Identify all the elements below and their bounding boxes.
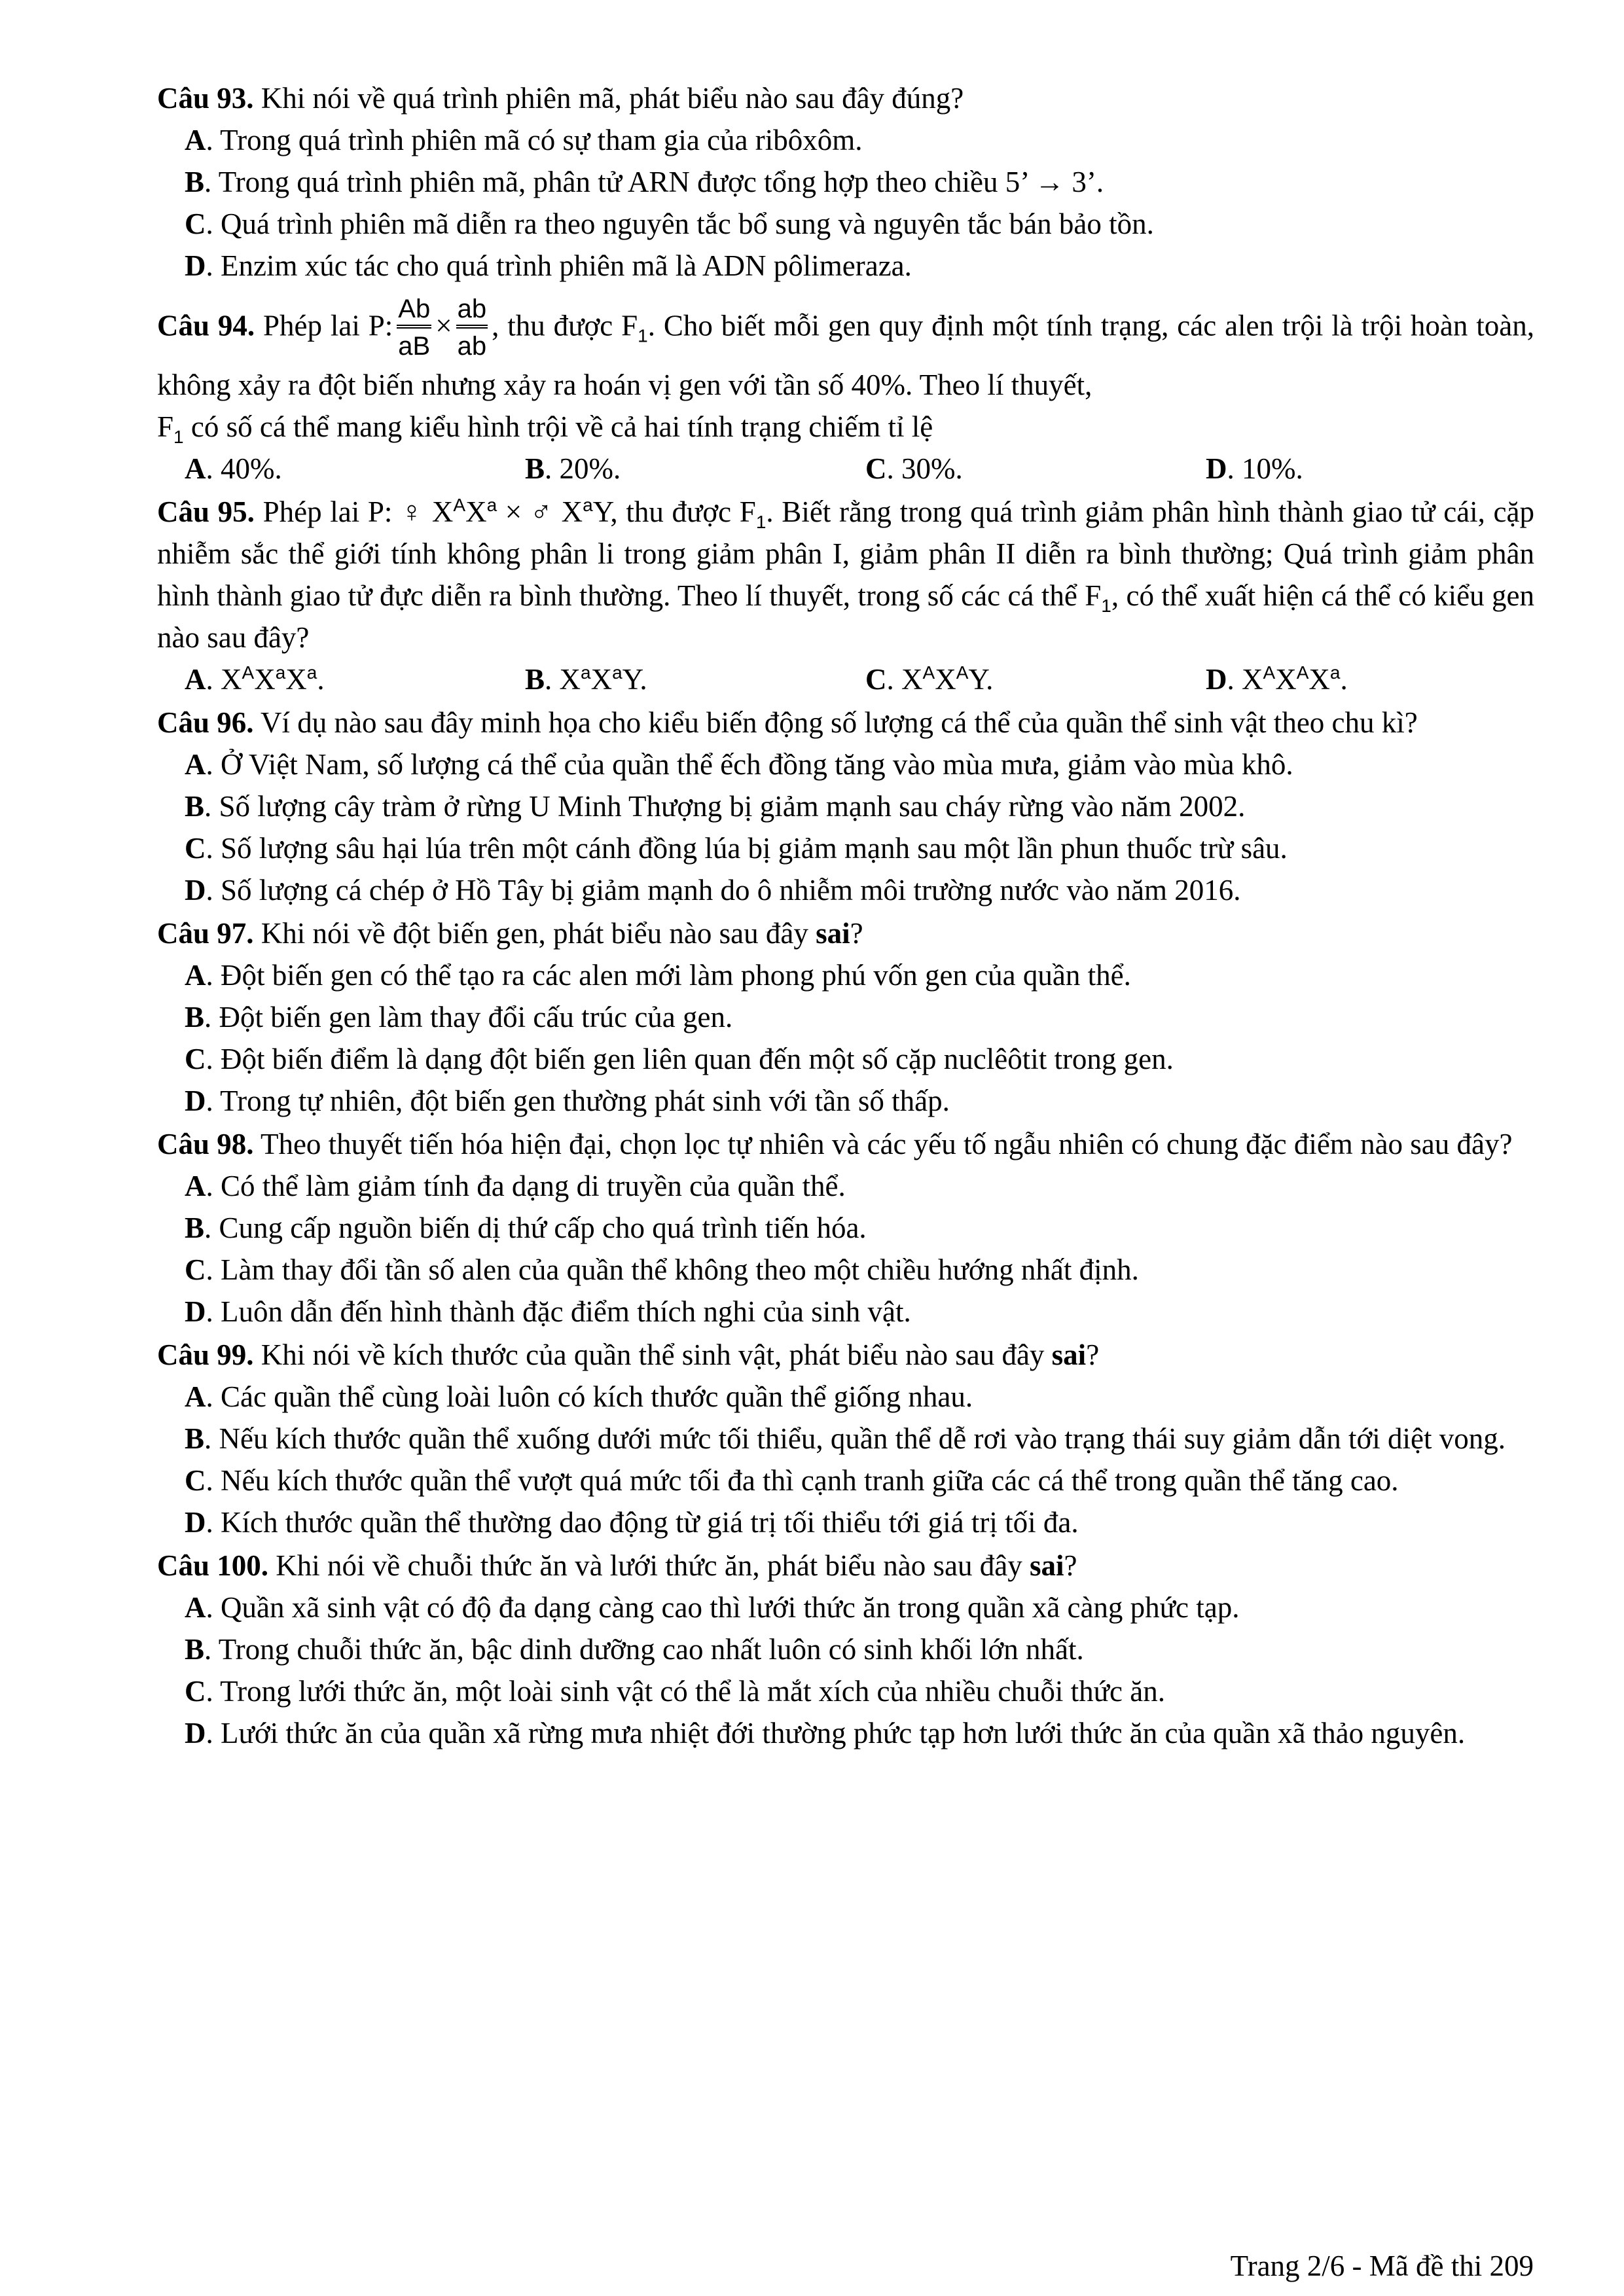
- question-98: [157, 1123, 1534, 1333]
- question-number: Câu 98.: [157, 1128, 254, 1160]
- option-text: . Trong lưới thức ăn, một loài sinh vật có thể là mắt xích của nhiều chuỗi thức ăn.: [206, 1675, 1165, 1708]
- question-stem: [157, 77, 1534, 119]
- option-b: [157, 1628, 1534, 1670]
- question-text: ?: [1064, 1549, 1077, 1582]
- exam-page: [157, 77, 1534, 1755]
- option-c: [157, 203, 1534, 245]
- question-number: Câu 94.: [157, 309, 255, 342]
- genotype-x: X: [221, 663, 242, 696]
- genotype-fraction: [397, 293, 431, 364]
- option-c: [865, 448, 1206, 490]
- question-number: Câu 100.: [157, 1549, 269, 1582]
- fraction-denominator: aB: [398, 332, 431, 361]
- genotype-part: X: [935, 663, 956, 696]
- option-letter: B: [185, 1633, 205, 1666]
- option-text: . 10%.: [1227, 452, 1303, 485]
- option-text: . Số lượng cá chép ở Hồ Tây bị giảm mạnh do ô nhiễm môi trường nước vào năm 2016.: [206, 874, 1241, 906]
- option-text: . Trong tự nhiên, đột biến gen thường phát sinh với tần số thấp.: [206, 1085, 950, 1117]
- option-text: . Nếu kích thước quần thể xuống dưới mức tối thiểu, quần thể dễ rơi vào trạng thái suy giảm dẫn tới diệt vong.: [204, 1422, 1506, 1455]
- option-text: . Các quần thể cùng loài luôn có kích thước quần thể giống nhau.: [206, 1380, 973, 1413]
- option-letter: D: [185, 874, 206, 906]
- option-letter: A: [185, 663, 206, 696]
- question-text: Khi nói về đột biến gen, phát biểu nào sau đây: [261, 917, 816, 950]
- option-text: . Đột biến gen có thể tạo ra các alen mới làm phong phú vốn gen của quần thể.: [206, 959, 1131, 992]
- option-text: . 30%.: [886, 452, 963, 485]
- option-letter: C: [185, 1253, 206, 1286]
- subscript: 1: [173, 427, 184, 447]
- question-100: [157, 1545, 1534, 1754]
- genotype-x: X: [901, 663, 923, 696]
- question-text: Y, thu được F: [592, 495, 756, 528]
- option-text: . Đột biến gen làm thay đổi cấu trúc của gen.: [204, 1001, 733, 1033]
- question-text: ?: [850, 917, 863, 950]
- genotype-part: Y.: [968, 663, 994, 696]
- option-text: . Đột biến điểm là dạng đột biến gen liên quan đến một số cặp nuclêôtit trong gen.: [206, 1043, 1174, 1075]
- question-number: Câu 97.: [157, 917, 254, 950]
- option-letter: D: [185, 249, 206, 282]
- option-text: . Trong quá trình phiên mã có sự tham gia của ribôxôm.: [206, 124, 863, 156]
- option-text: . 40%.: [206, 452, 282, 485]
- question-text: , thu được F: [492, 309, 638, 342]
- option-text: . Ở Việt Nam, số lượng cá thể của quần thể ếch đồng tăng vào mùa mưa, giảm vào mùa khô.: [206, 748, 1293, 781]
- option-letter: C: [185, 1675, 206, 1708]
- superscript: A: [453, 495, 466, 515]
- question-text: Khi nói về quá trình phiên mã, phát biểu nào sau đây đúng?: [261, 82, 964, 115]
- option-letter: A: [185, 1380, 206, 1413]
- option-b: [157, 1418, 1534, 1460]
- option-letter: C: [185, 1043, 206, 1075]
- subscript: 1: [755, 512, 767, 532]
- option-letter: B: [185, 166, 205, 198]
- question-text: × ♂ X: [497, 495, 583, 528]
- option-c: [157, 827, 1534, 869]
- question-text: có số cá thể mang kiểu hình trội về cả hai tính trạng chiếm tỉ lệ: [183, 410, 933, 443]
- option-letter: A: [185, 748, 206, 781]
- fraction-numerator: Ab: [397, 293, 431, 329]
- genotype-part: .: [317, 663, 325, 696]
- option-d: [157, 245, 1534, 287]
- question-94: [157, 293, 1534, 490]
- question-99: [157, 1334, 1534, 1543]
- option-text: . Enzim xúc tác cho quá trình phiên mã là ADN pôlimeraza.: [206, 249, 912, 282]
- option-a: A. $X^AX^aX^a$.: [185, 662, 325, 696]
- option-c: [157, 1038, 1534, 1080]
- superscript: a: [581, 662, 591, 683]
- question-text: , có thể xuất hiện cá thể có kiểu gen nào sau đây?: [157, 579, 1534, 654]
- option-a: [157, 1587, 1534, 1628]
- genotype-x: X: [1242, 663, 1263, 696]
- superscript: A: [1263, 662, 1276, 683]
- genotype-part: X: [1275, 663, 1297, 696]
- superscript: a: [1329, 662, 1341, 683]
- superscript: a: [275, 662, 286, 683]
- emphasis-sai: sai: [1029, 1549, 1064, 1582]
- fraction-numerator: ab: [456, 293, 488, 329]
- option-d: [157, 1080, 1534, 1122]
- genotype-part: X: [590, 663, 613, 696]
- superscript: A: [242, 662, 255, 683]
- emphasis-sai: sai: [816, 917, 850, 950]
- question-95: [157, 491, 1534, 700]
- page-footer: Trang 2/6 - Mã đề thi 209: [1230, 2250, 1534, 2282]
- option-letter: A: [185, 452, 206, 485]
- option-a: [157, 119, 1534, 161]
- option-letter: A: [185, 124, 206, 156]
- question-text: Khi nói về chuỗi thức ăn và lưới thức ăn, phát biểu nào sau đây: [276, 1549, 1030, 1582]
- option-d: [157, 869, 1534, 911]
- option-letter: D: [1206, 452, 1227, 485]
- question-number: Câu 95.: [157, 495, 255, 528]
- option-letter: C: [185, 207, 206, 240]
- option-b: [525, 448, 865, 490]
- subscript: 1: [638, 325, 648, 346]
- subscript: 1: [1101, 596, 1111, 616]
- option-letter: B: [185, 1211, 205, 1244]
- option-letter: B: [185, 1001, 205, 1033]
- option-text: . Luôn dẫn đến hình thành đặc điểm thích nghi của sinh vật.: [206, 1295, 911, 1328]
- emphasis-sai: sai: [1051, 1338, 1087, 1371]
- option-letter: B: [525, 452, 545, 485]
- option-letter: A: [185, 1170, 206, 1202]
- option-text: . Làm thay đổi tần số alen của quần thể không theo một chiều hướng nhất định.: [206, 1253, 1139, 1286]
- option-letter: C: [865, 663, 887, 696]
- option-c: [157, 1670, 1534, 1712]
- genotype-part: X: [254, 663, 276, 696]
- option-d: [157, 1712, 1534, 1754]
- option-letter: B: [525, 663, 545, 696]
- option-text: . Quá trình phiên mã diễn ra theo nguyên tắc bổ sung và nguyên tắc bán bảo tồn.: [206, 207, 1154, 240]
- question-number: Câu 99.: [157, 1338, 254, 1371]
- question-number: Câu 93.: [157, 82, 254, 115]
- option-text: . Kích thước quần thể thường dao động từ giá trị tối thiểu tới giá trị tối đa.: [206, 1506, 1079, 1539]
- genotype-part: X: [285, 663, 307, 696]
- option-d: [157, 1291, 1534, 1333]
- option-letter: D: [1206, 663, 1227, 696]
- option-a: [157, 1165, 1534, 1207]
- option-d: [1206, 448, 1546, 490]
- option-d: D. $X^AX^AX^a$.: [1206, 662, 1348, 696]
- question-text: F: [157, 410, 174, 443]
- option-letter: D: [185, 1085, 206, 1117]
- option-letter: B: [185, 1422, 205, 1455]
- option-text: . Quần xã sinh vật có độ đa dạng càng cao thì lưới thức ăn trong quần xã càng phức tạp.: [206, 1591, 1240, 1624]
- option-letter: A: [185, 1591, 206, 1624]
- option-letter: D: [185, 1506, 206, 1539]
- option-b: [157, 161, 1534, 203]
- genotype-x: X: [559, 663, 581, 696]
- option-text: . Trong quá trình phiên mã, phân tử ARN được tổng hợp theo chiều 5’ → 3’.: [204, 166, 1104, 198]
- option-text: . Trong chuỗi thức ăn, bậc dinh dưỡng cao nhất luôn có sinh khối lớn nhất.: [204, 1633, 1084, 1666]
- option-text: . Số lượng cây tràm ở rừng U Minh Thượng bị giảm mạnh sau cháy rừng vào năm 2002.: [204, 790, 1246, 823]
- option-text: . Nếu kích thước quần thể vượt quá mức tối đa thì cạnh tranh giữa các cá thể trong quần thể tăng cao.: [206, 1464, 1399, 1497]
- option-d: [157, 1501, 1534, 1543]
- question-97: [157, 912, 1534, 1122]
- option-b: [157, 1207, 1534, 1249]
- question-stem: [157, 912, 1534, 954]
- option-letter: A: [185, 959, 206, 992]
- option-letter: B: [185, 790, 205, 823]
- option-c: [157, 1249, 1534, 1291]
- question-number: Câu 96.: [157, 706, 254, 739]
- superscript: a: [612, 662, 623, 683]
- question-text: . Biết rằng trong quá trình giảm phân hình thành giao tử cái, cặp nhiễm sắc thể giới tính không phân li trong giảm phân I, giảm phân II diễn ra bình thường; Quá trình giảm phân hình thành giao tử đực diễn ra bình thường. Theo lí thuyết, trong số các cá thể F: [157, 495, 1534, 612]
- option-a: [157, 954, 1534, 996]
- question-text: Theo thuyết tiến hóa hiện đại, chọn lọc tự nhiên và các yếu tố ngẫu nhiên có chung đặc điểm nào sau đây?: [260, 1128, 1513, 1160]
- superscript: A: [1296, 662, 1309, 683]
- superscript: A: [922, 662, 935, 683]
- question-stem: [157, 491, 1534, 658]
- option-text: . Cung cấp nguồn biến dị thứ cấp cho quá trình tiến hóa.: [204, 1211, 867, 1244]
- option-a: [157, 1376, 1534, 1418]
- question-stem: [157, 293, 1534, 448]
- fraction-denominator: ab: [457, 332, 487, 361]
- superscript: a: [583, 495, 593, 515]
- superscript: a: [306, 662, 317, 683]
- question-stem: [157, 702, 1534, 744]
- options-row: [157, 448, 1534, 490]
- superscript: a: [486, 495, 497, 515]
- option-letter: C: [185, 832, 206, 865]
- option-text: . 20%.: [545, 452, 621, 485]
- option-text: . Có thể làm giảm tính đa dạng di truyền của quần thể.: [206, 1170, 846, 1202]
- question-stem: [157, 1334, 1534, 1376]
- option-a: [185, 448, 525, 490]
- question-text: ?: [1086, 1338, 1100, 1371]
- option-c: C. $X^AX^AY$.: [865, 662, 994, 696]
- question-stem: [157, 1123, 1534, 1165]
- question-text: Phép lai P: ♀ X: [262, 495, 454, 528]
- question-stem: [157, 1545, 1534, 1587]
- option-letter: C: [185, 1464, 206, 1497]
- option-b: B. $X^aX^aY$.: [525, 662, 647, 696]
- option-b: [157, 996, 1534, 1038]
- option-c: [157, 1460, 1534, 1501]
- question-text: Phép lai P:: [263, 309, 393, 342]
- options-row: [157, 658, 1534, 700]
- option-letter: D: [185, 1717, 206, 1749]
- genotype-part: X: [1308, 663, 1330, 696]
- question-93: [157, 77, 1534, 287]
- question-text: . Cho biết mỗi gen quy định một tính trạng, các alen trội là trội hoàn toàn, không xảy ra đột biến nhưng xảy ra hoán vị gen với tần số 40%. Theo lí thuyết,: [157, 309, 1534, 401]
- genotype-part: Y.: [622, 663, 647, 696]
- option-a: [157, 744, 1534, 785]
- genotype-part: .: [1340, 663, 1348, 696]
- option-text: . Lưới thức ăn của quần xã rừng mưa nhiệt đới thường phức tạp hơn lưới thức ăn của quần xã thảo nguyên.: [206, 1717, 1466, 1749]
- option-b: [157, 785, 1534, 827]
- times-sign: ×: [435, 309, 452, 342]
- option-letter: C: [865, 452, 887, 485]
- option-letter: D: [185, 1295, 206, 1328]
- question-text: Khi nói về kích thước của quần thể sinh vật, phát biểu nào sau đây: [261, 1338, 1052, 1371]
- question-text: X: [465, 495, 487, 528]
- genotype-fraction: [456, 293, 488, 364]
- question-96: [157, 702, 1534, 911]
- superscript: A: [956, 662, 969, 683]
- question-text: Ví dụ nào sau đây minh họa cho kiểu biến động số lượng cá thể của quần thể sinh vật theo chu kì?: [260, 706, 1418, 739]
- option-text: . Số lượng sâu hại lúa trên một cánh đồng lúa bị giảm mạnh sau một lần phun thuốc trừ sâu.: [206, 832, 1288, 865]
